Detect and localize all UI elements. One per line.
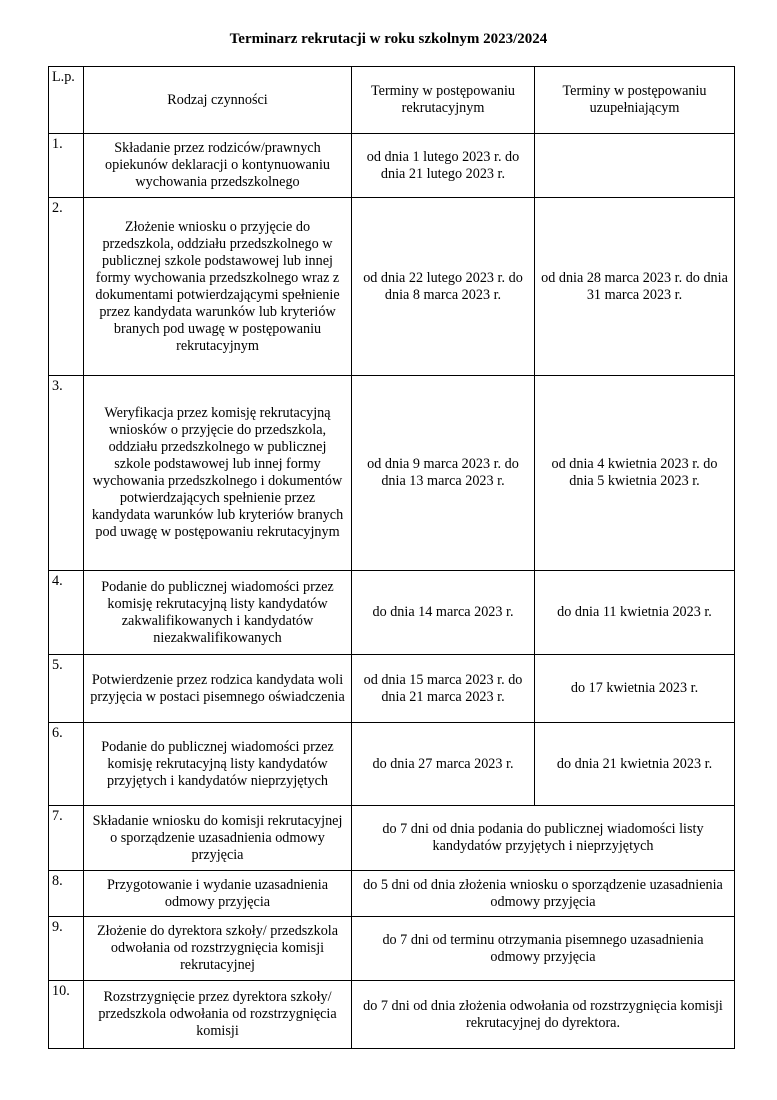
table-row <box>49 655 735 723</box>
merged-term-cell: do 7 dni od dnia złożenia odwołania od rozstrzygnięcia komisji rekrutacyjnej do dyrektora. <box>352 981 735 1049</box>
activity-cell: Podanie do publicznej wiadomości przez komisję rekrutacyjną listy kandydatów przyjętych i kandydatów nieprzyjętych <box>84 723 352 806</box>
main-term-cell: od dnia 9 marca 2023 r. do dnia 13 marca 2023 r. <box>352 376 535 571</box>
supplementary-term-cell: do dnia 21 kwietnia 2023 r. <box>535 723 735 806</box>
row-number: 2. <box>49 198 84 376</box>
table-row <box>49 806 735 871</box>
table-row <box>49 723 735 806</box>
main-term-cell: od dnia 22 lutego 2023 r. do dnia 8 marca 2023 r. <box>352 198 535 376</box>
table-row <box>49 871 735 917</box>
activity-cell: Rozstrzygnięcie przez dyrektora szkoły/ przedszkola odwołania od rozstrzygnięcia komisji <box>84 981 352 1049</box>
row-number: 3. <box>49 376 84 571</box>
schedule-table <box>48 66 735 1049</box>
header-row <box>49 67 735 134</box>
table-row <box>49 917 735 981</box>
activity-cell: Przygotowanie i wydanie uzasadnienia odmowy przyjęcia <box>84 871 352 917</box>
row-number: 6. <box>49 723 84 806</box>
merged-term-cell: do 5 dni od dnia złożenia wniosku o sporządzenie uzasadnienia odmowy przyjęcia <box>352 871 735 917</box>
supplementary-term-cell: od dnia 4 kwietnia 2023 r. do dnia 5 kwietnia 2023 r. <box>535 376 735 571</box>
table-row <box>49 571 735 655</box>
activity-cell: Złożenie wniosku o przyjęcie do przedszkola, oddziału przedszkolnego w publicznej szkole podstawowej lub innej formy wychowania przedszkolnego wraz z dokumentami potwierdzającymi spełnienie przez kandydata warunków lub kryteriów branych pod uwagę w postępowaniu rekrutacyjnym <box>84 198 352 376</box>
merged-term-cell: do 7 dni od terminu otrzymania pisemnego uzasadnienia odmowy przyjęcia <box>352 917 735 981</box>
header-activity: Rodzaj czynności <box>84 67 352 134</box>
row-number: 8. <box>49 871 84 917</box>
table-row <box>49 134 735 198</box>
row-number: 5. <box>49 655 84 723</box>
activity-cell: Podanie do publicznej wiadomości przez komisję rekrutacyjną listy kandydatów zakwalifikowanych i kandydatów niezakwalifikowanych <box>84 571 352 655</box>
main-term-cell: od dnia 15 marca 2023 r. do dnia 21 marca 2023 r. <box>352 655 535 723</box>
supplementary-term-cell <box>535 134 735 198</box>
activity-cell: Weryfikacja przez komisję rekrutacyjną wniosków o przyjęcie do przedszkola, oddziału przedszkolnego w publicznej szkole podstawowej lub innej formy wychowania przedszkolnego i dokumentów potwierdzających spełnienie przez kandydata warunków lub kryteriów branych pod uwagę w postępowaniu rekrutacyjnym <box>84 376 352 571</box>
merged-term-cell: do 7 dni od dnia podania do publicznej wiadomości listy kandydatów przyjętych i nieprzyjętych <box>352 806 735 871</box>
supplementary-term-cell: od dnia 28 marca 2023 r. do dnia 31 marca 2023 r. <box>535 198 735 376</box>
supplementary-term-cell: do 17 kwietnia 2023 r. <box>535 655 735 723</box>
activity-cell: Składanie wniosku do komisji rekrutacyjnej o sporządzenie uzasadnienia odmowy przyjęcia <box>84 806 352 871</box>
activity-cell: Potwierdzenie przez rodzica kandydata woli przyjęcia w postaci pisemnego oświadczenia <box>84 655 352 723</box>
header-main-term: Terminy w postępowaniu rekrutacyjnym <box>352 67 535 134</box>
row-number: 9. <box>49 917 84 981</box>
activity-cell: Składanie przez rodziców/prawnych opiekunów deklaracji o kontynuowaniu wychowania przedszkolnego <box>84 134 352 198</box>
header-supplementary-term: Terminy w postępowaniu uzupełniającym <box>535 67 735 134</box>
supplementary-term-cell: do dnia 11 kwietnia 2023 r. <box>535 571 735 655</box>
main-term-cell: do dnia 14 marca 2023 r. <box>352 571 535 655</box>
document-title: Terminarz rekrutacji w roku szkolnym 2023/2024 <box>229 31 548 47</box>
main-term-cell: do dnia 27 marca 2023 r. <box>352 723 535 806</box>
table-row <box>49 198 735 376</box>
row-number: 7. <box>49 806 84 871</box>
row-number: 10. <box>49 981 84 1049</box>
row-number: 4. <box>49 571 84 655</box>
activity-cell: Złożenie do dyrektora szkoły/ przedszkola odwołania od rozstrzygnięcia komisji rekrutacyjnej <box>84 917 352 981</box>
main-term-cell: od dnia 1 lutego 2023 r. do dnia 21 lutego 2023 r. <box>352 134 535 198</box>
table-row <box>49 981 735 1049</box>
header-lp: L.p. <box>49 67 84 134</box>
row-number: 1. <box>49 134 84 198</box>
table-row <box>49 376 735 571</box>
